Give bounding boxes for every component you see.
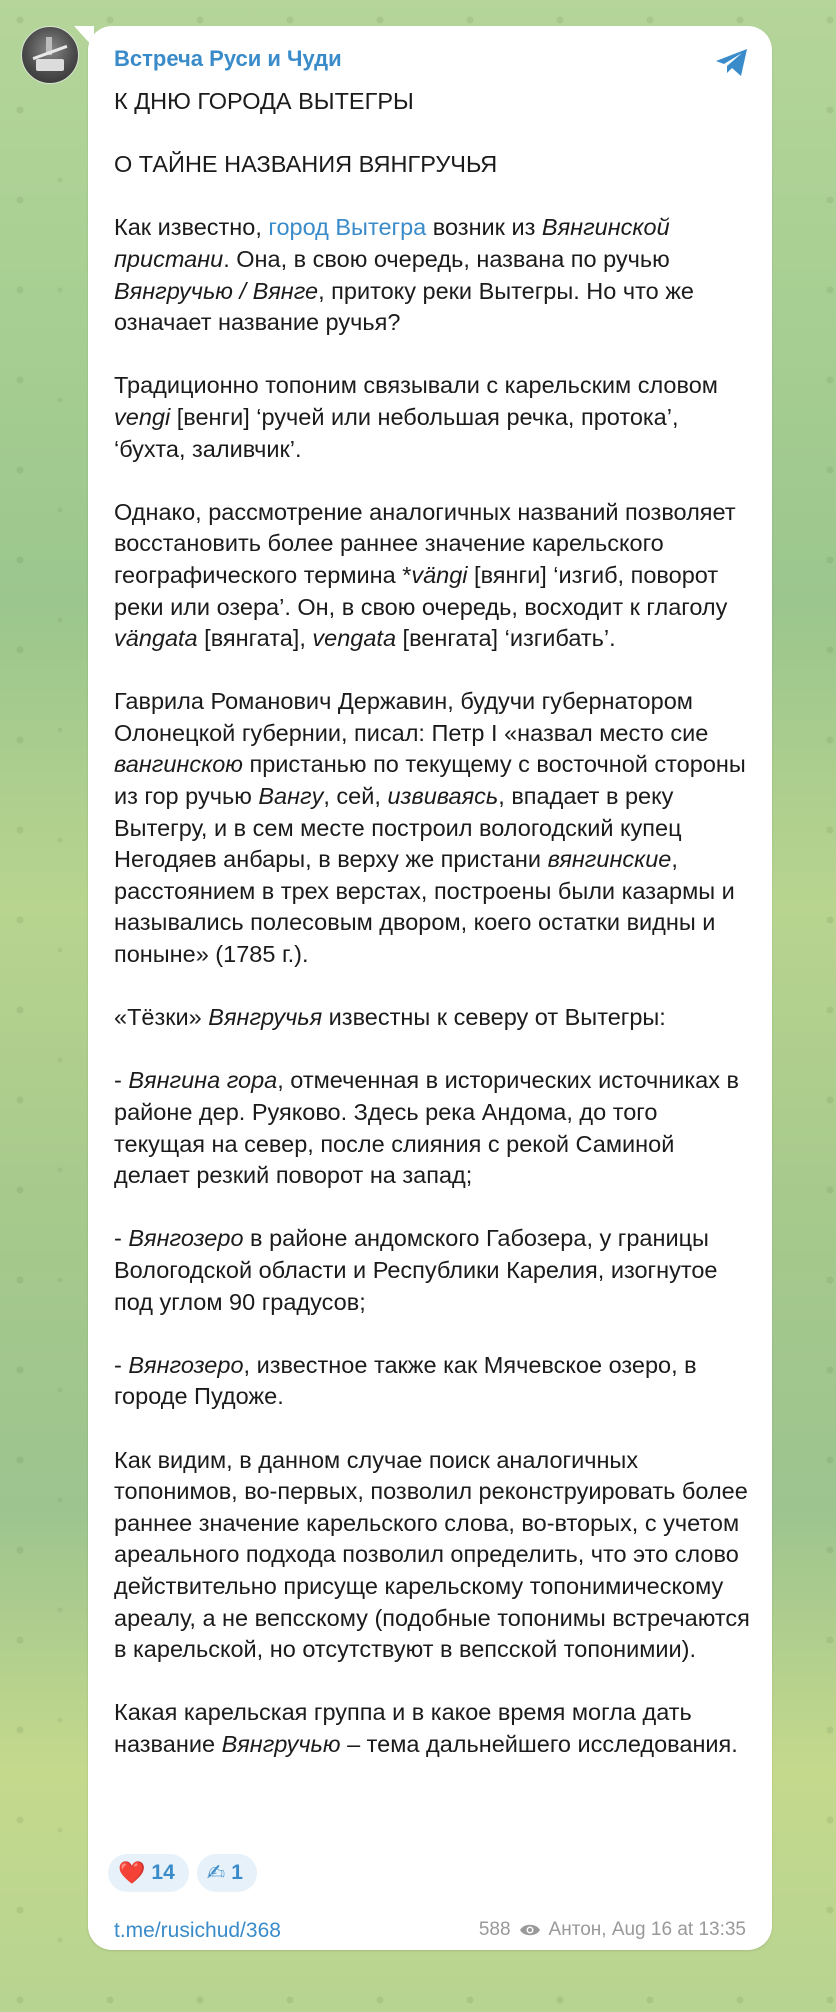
reaction-writing-hand[interactable]: [197, 1854, 257, 1892]
reaction-count: 1: [231, 1861, 243, 1884]
channel-avatar[interactable]: [21, 26, 79, 84]
message-meta: [479, 1919, 746, 1941]
telegram-share-icon[interactable]: [712, 42, 752, 82]
paragraph-7: - Вянгозеро в районе андомского Габозера, у границы Вологодской области и Республики Карелия, изогнутое под углом 90 градусов;: [114, 1225, 718, 1315]
channel-name[interactable]: Встреча Руси и Чуди: [114, 46, 342, 71]
paragraph-8: - Вянгозеро, известное также как Мячевское озеро, в городе Пудоже.: [114, 1351, 697, 1410]
paragraph-4: Гаврила Романович Державин, будучи губернатором Олонецкой губернии, писал: Петр I «назвал место сие вангинскою пристанью по текущему с восточной стороны из гор ручью Вангу, сей, извиваясь, впадает в реку Вытегру, и в сем месте построил вологодский купец Негодяев анбары, в верху же пристани вянгинские, расстоянием в трех верстах, построены были казармы и назывались полесовым двором, коего остатки видны и поныне» (1785 г.).: [114, 688, 746, 968]
post-permalink[interactable]: t.me/rusichud/368: [114, 1919, 281, 1942]
view-count: 588: [478, 1919, 511, 1940]
reactions-bar: [108, 1854, 257, 1892]
post-title: К ДНЮ ГОРОДА ВЫТЕГРЫ: [114, 88, 414, 114]
author-timestamp: Антон, Aug 16 at 13:35: [548, 1919, 746, 1940]
heart-emoji-icon: ❤️: [118, 1860, 146, 1886]
paragraph-3: Однако, рассмотрение аналогичных названий позволяет восстановить более раннее значение карельского географического термина *vängi [вянги] ‘изгиб, поворот реки или озера’. Он, в свою очередь, восходит к глаголу vängata [вянгата], vengata [венгата] ‘изгибать’.: [114, 498, 736, 652]
paragraph-10: Какая карельская группа и в какое время могла дать название Вянгручью – тема дальнейшего исследования.: [114, 1699, 738, 1757]
paragraph-2: Традиционно топоним связывали с карельским словом vengi [венги] ‘ручей или небольшая речка, протока’, ‘бухта, заливчик’.: [114, 372, 718, 462]
writing-hand-emoji-icon: ✍: [206, 1860, 226, 1886]
paragraph-5: «Тёзки» Вянгручья известны к северу от Вытегры:: [114, 1004, 666, 1031]
reaction-count: 14: [151, 1861, 175, 1884]
paragraph-9: Как видим, в данном случае поиск аналогичных топонимов, во-первых, позволил реконструировать более раннее значение карельского слова, во-вторых, с учетом ареального подхода позволил определить, что это слово действительно присуще карельскому топонимическому ареалу, а не вепсскому (подобные топонимы встречаются в карельской, но отсутствуют в вепсской топонимии).: [114, 1446, 750, 1663]
reaction-heart[interactable]: [108, 1854, 189, 1892]
paragraph-6: - Вянгина гора, отмеченная в исторических источниках в районе дер. Руяково. Здесь река Андома, до того текущая на север, после слияния с рекой Саминой делает резкий поворот на запад;: [114, 1067, 739, 1189]
vytegra-link[interactable]: город Вытегра: [268, 214, 427, 241]
post-subtitle: О ТАЙНЕ НАЗВАНИЯ ВЯНГРУЧЬЯ: [114, 151, 498, 178]
message-bubble: [88, 26, 772, 1950]
paragraph-1: Как известно, город Вытегра возник из Вянгинской пристани. Она, в свою очередь, названа по ручью Вянгручью / Вянге, притоку реки Вытегры. Но что же означает название ручья?: [114, 214, 694, 336]
eye-icon: [519, 1923, 541, 1937]
message-text: [114, 86, 754, 1792]
